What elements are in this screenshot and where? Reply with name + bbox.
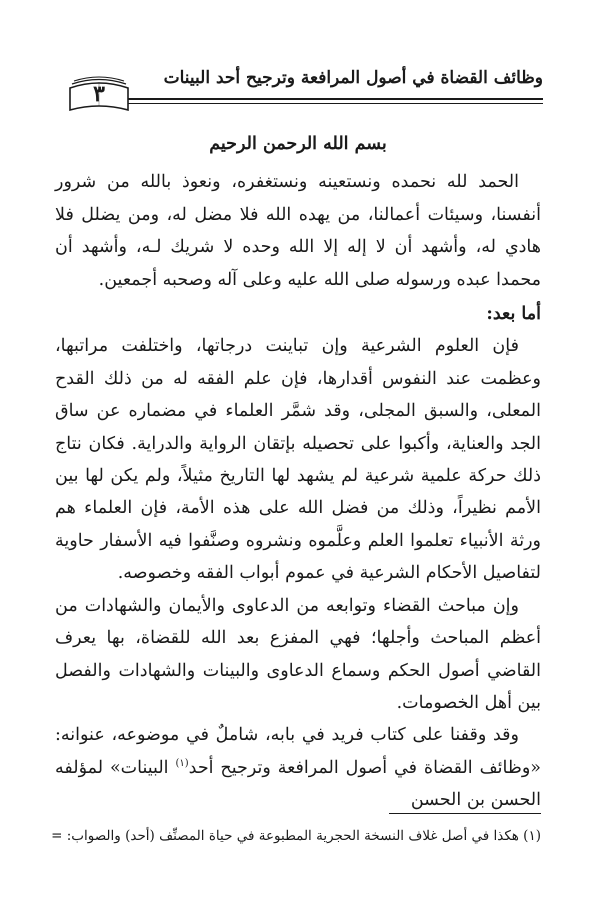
paragraph bbox=[55, 719, 541, 816]
section-heading: أما بعد: bbox=[486, 304, 541, 325]
body-text bbox=[55, 128, 541, 817]
running-title: وظائف القضاة في أصول المرافعة وترجيح أحد البينات bbox=[163, 68, 543, 88]
paragraph: وإن مباحث القضاء وتوابعه من الدعاوى والأيمان والشهادات من أعظم المباحث وأجلها؛ فهي المفزع بعد الله للقضاة، بها يعرف القاضي أصول الحكم وسماع الدعاوى والبينات والشهادات والفصل بين أهل الخصومات. bbox=[55, 595, 541, 713]
header-rule-thin bbox=[128, 103, 543, 104]
page-number-badge bbox=[66, 76, 132, 116]
running-header bbox=[66, 64, 543, 110]
paragraph: فإن العلوم الشرعية وإن تباينت درجاتها، واختلفت مراتبها، وعظمت عند النفوس أقدارها، فإن علم الفقه له من ذلك القدح المعلى، والسبق المجلى، وقد شمَّر العلماء في مضماره عن ساق الجد والعناية، وأكبوا على تحصيله بإتقان الرواية والدراية. فكان نتاج ذلك حركة علمية شرعية لم يشهد لها التاريخ مثيلاً، ولم يكن لها بين الأمم نظيراً، وذلك من فضل الله على هذه الأمة، فإن العلماء هم ورثة الأنبياء تعلموا العلم وعلَّموه ونشروه وصنَّفوا فيه الأسفار حاوية لتفاصيل الأحكام الشرعية في عموم أبواب الفقه وخصوصه. bbox=[55, 336, 541, 584]
footnote-divider bbox=[389, 813, 541, 814]
page-number: ٣ bbox=[93, 81, 105, 107]
paragraph: الحمد لله نحمده ونستعينه ونستغفره، ونعوذ بالله من شرور أنفسنا، وسيئات أعمالنا، من يهده الله فلا مضل له، ومن يضلل فلا هادي له، وأشهد أن لا إله إلا الله وحده لا شريك لـه، وأشهد أن محمدا عبده ورسوله صلى الله عليه وعلى آله وصحبه أجمعين. bbox=[55, 172, 541, 290]
paragraph-text: البينات» لمؤلفه الحسن بن الحسن bbox=[55, 757, 541, 811]
paragraph-text: وقد وقفنا على كتاب فريد في بابه، شاملٌ في موضوعه، عنوانه: «وظائف القضاة في أصول المرافعة وترجيح أحد bbox=[55, 725, 541, 778]
basmala: بسم الله الرحمن الرحيم bbox=[209, 134, 387, 154]
footnote-marker[interactable]: (١) bbox=[175, 757, 189, 769]
footnote: (١) هكذا في أصل غلاف النسخة الحجرية المطبوعة في حياة المصنِّف (أحد) والصواب: = bbox=[51, 828, 541, 844]
header-rule bbox=[128, 98, 543, 100]
